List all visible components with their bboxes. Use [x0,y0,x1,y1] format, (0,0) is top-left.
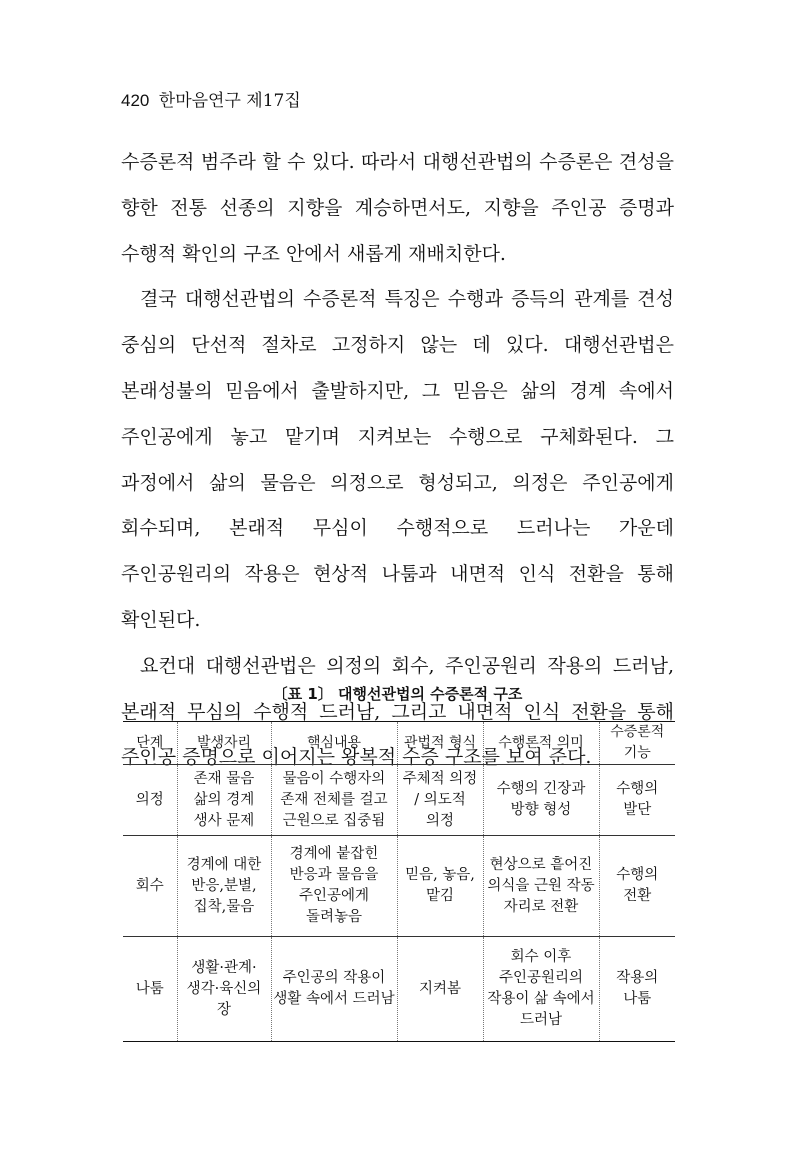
table-cell: 수행의 발단 [599,765,675,836]
table-cell: 경계에 붙잡힌 반응과 물음을 주인공에게 돌려놓음 [271,836,397,937]
table-cell: 주인공의 작용이 생활 속에서 드러남 [271,937,397,1042]
table-cell: 생활·관계· 생각·육신의 장 [177,937,271,1042]
table-cell: 믿음, 놓음, 맡김 [397,836,483,937]
table-cell: 수행의 전환 [599,836,675,937]
table-caption: 〔표 1〕 대행선관법의 수증론적 구조 [272,685,523,703]
col-header-core-content: 핵심내용 [271,722,397,765]
table-cell: 의정 [123,765,177,836]
paragraph: 수증론적 범주라 할 수 있다. 따라서 대행선관법의 수증론은 견성을 향한 전통 선종의 지향을 계승하면서도, 지향을 주인공 증명과 수행적 확인의 구조 안에서 새롭게 재배치한다. [121,151,674,265]
table-cell: 회수 이후 주인공원리의 작용이 삶 속에서 드러남 [483,937,599,1042]
col-header-origin: 발생자리 [177,722,271,765]
table-cell: 경계에 대한 반응,분별, 집착,물음 [177,836,271,937]
table-cell: 수행의 긴장과 방향 형성 [483,765,599,836]
table-row [123,836,675,937]
table-cell: 지켜봄 [397,937,483,1042]
table-cell: 물음이 수행자의 존재 전체를 걸고 근원으로 집중됨 [271,765,397,836]
table-row [123,937,675,1042]
page-number: 420 [121,91,150,110]
col-header-function: 수증론적 기능 [599,722,675,765]
table-cell: 주체적 의정 / 의도적 의정 [397,765,483,836]
structure-table [123,721,675,1042]
paragraph: 요컨대 대행선관법은 의정의 회수, 주인공원리 작용의 드러남, 본래적 무심의 수행적 드러남, 그리고 내면적 인식 전환을 통해 주인공 증명으로 이어지는 왕복적 수증 구조를 보여 준다. [121,654,674,769]
paragraph: 결국 대행선관법의 수증론적 특징은 수행과 증득의 관계를 견성 중심의 단선적 절차로 고정하지 않는 데 있다. 대행선관법은 본래성불의 믿음에서 출발하지만, 그 믿음은 삶의 경계 속에서 주인공에게 놓고 맡기며 지켜보는 수행으로 구체화된다. 그 과정에서 삶의 물음은 의정으로 형성되고, 의정은 주인공에게 회수되며, 본래적 무심이 수행적으로 드러나는 가운데 주인공원리의 작용은 현상적 나툼과 내면적 인식 전환을 통해 확인된다. [121,288,674,631]
journal-title: 한마음연구 제17집 [158,91,301,111]
table-cell: 현상으로 흩어진 의식을 근원 작동 자리로 전환 [483,836,599,937]
col-header-method-form: 관법적 형식 [397,722,483,765]
table-cell: 존재 물음 삶의 경계 생사 문제 [177,765,271,836]
running-header [121,86,301,111]
table-row [123,765,675,836]
table-cell: 회수 [123,836,177,937]
table-header-row [123,722,675,765]
col-header-stage: 단계 [123,722,177,765]
table-cell: 나툼 [123,937,177,1042]
table-cell: 작용의 나툼 [599,937,675,1042]
col-header-practice-meaning: 수행론적 의미 [483,722,599,765]
